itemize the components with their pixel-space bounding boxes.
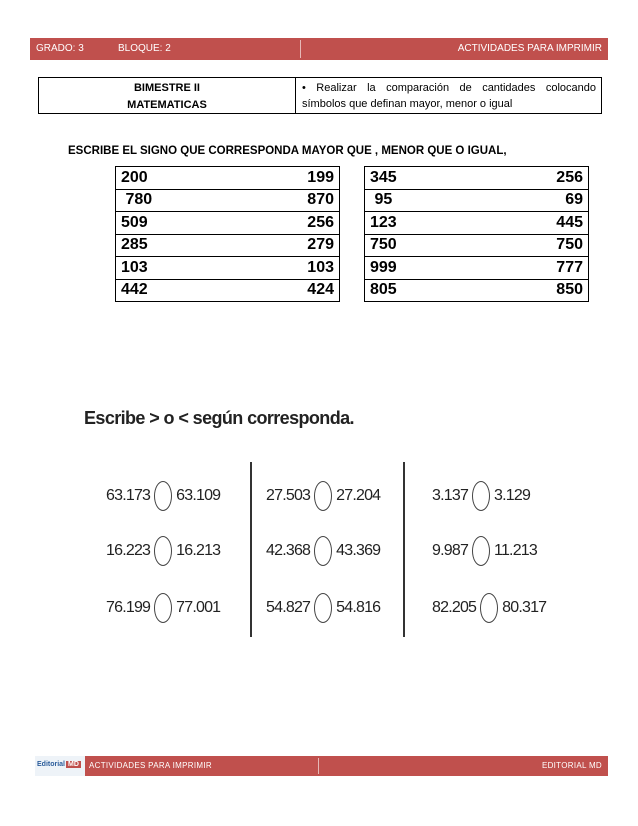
comparison-row xyxy=(365,234,589,257)
column-divider xyxy=(250,462,252,637)
number-right-cell xyxy=(228,212,340,235)
number-right: 80.317 xyxy=(502,599,547,616)
number-right: 16.213 xyxy=(176,542,221,559)
comparison-row xyxy=(116,234,340,257)
number-right: 27.204 xyxy=(336,487,381,504)
answer-circle[interactable] xyxy=(314,481,332,511)
number-right: 256 xyxy=(556,168,583,186)
header-grade: GRADO: 3 xyxy=(36,43,84,54)
footer-divider xyxy=(318,758,319,774)
footer xyxy=(35,756,608,776)
number-left: 27.503 xyxy=(266,487,311,504)
comparison-item xyxy=(266,593,380,623)
comparison-row xyxy=(116,167,340,190)
comparison-row xyxy=(365,167,589,190)
header-divider xyxy=(300,40,301,58)
logo-badge: MD xyxy=(68,761,79,768)
comparison-row xyxy=(116,212,340,235)
number-left: 509 xyxy=(116,212,228,235)
publisher-logo xyxy=(35,756,85,776)
exercise2-heading: Escribe > o < según corresponda. xyxy=(84,408,354,428)
exercise1-instruction: ESCRIBE EL SIGNO QUE CORRESPONDA MAYOR QUE , MENOR QUE O IGUAL, xyxy=(68,145,507,157)
number-left: 285 xyxy=(116,234,228,257)
number-right-cell xyxy=(477,257,589,280)
answer-circle[interactable] xyxy=(154,481,172,511)
comparison-row xyxy=(116,279,340,302)
header-title: ACTIVIDADES PARA IMPRIMIR xyxy=(457,43,602,54)
number-right: 777 xyxy=(556,258,583,276)
comparison-item xyxy=(432,481,530,511)
number-left: 82.205 xyxy=(432,599,477,616)
comparison-row xyxy=(365,279,589,302)
answer-circle[interactable] xyxy=(480,593,498,623)
number-right: 54.816 xyxy=(336,599,381,616)
number-right-cell xyxy=(228,279,340,302)
answer-circle[interactable] xyxy=(314,536,332,566)
number-left: 345 xyxy=(365,167,477,190)
comparison-row xyxy=(116,189,340,212)
number-left: 999 xyxy=(365,257,477,280)
number-right: 870 xyxy=(307,191,334,209)
number-right: 63.109 xyxy=(176,487,221,504)
comparison-item xyxy=(106,481,220,511)
comparison-item xyxy=(266,481,380,511)
header-bar xyxy=(30,38,608,60)
footer-left-text: ACTIVIDADES PARA IMPRIMIR xyxy=(89,761,212,770)
answer-circle[interactable] xyxy=(154,593,172,623)
answer-circle[interactable] xyxy=(472,536,490,566)
number-left: 3.137 xyxy=(432,487,469,504)
number-right: 3.129 xyxy=(494,487,531,504)
comparison-row xyxy=(116,257,340,280)
number-left: 442 xyxy=(116,279,228,302)
info-box xyxy=(38,77,602,114)
number-left: 123 xyxy=(365,212,477,235)
comparison-row xyxy=(365,212,589,235)
number-right: 69 xyxy=(565,191,583,209)
number-right-cell xyxy=(228,189,340,212)
comparison-row xyxy=(365,257,589,280)
comparison-row xyxy=(365,189,589,212)
subject-label: MATEMATICAS xyxy=(127,99,207,111)
number-left: 780 xyxy=(116,189,228,212)
number-right: 279 xyxy=(307,236,334,254)
header-block: BLOQUE: 2 xyxy=(118,43,171,54)
number-left: 9.987 xyxy=(432,542,469,559)
comparison-item xyxy=(266,536,380,566)
bimester-label: BIMESTRE II xyxy=(133,82,200,94)
number-right: 199 xyxy=(307,168,334,186)
number-right-cell xyxy=(477,212,589,235)
number-right: 77.001 xyxy=(176,599,221,616)
number-left: 16.223 xyxy=(106,542,151,559)
number-right: 750 xyxy=(556,236,583,254)
number-right-cell xyxy=(228,257,340,280)
footer-right-text: EDITORIAL MD xyxy=(541,761,602,770)
objective-text: • Realizar la comparación de cantidades colocando símbolos que definan mayor, menor o igual xyxy=(302,82,596,110)
number-right-cell xyxy=(228,234,340,257)
comparison-table-left xyxy=(115,166,340,302)
column-divider xyxy=(403,462,405,637)
number-right-cell xyxy=(477,189,589,212)
number-right: 445 xyxy=(556,213,583,231)
number-left: 95 xyxy=(365,189,477,212)
answer-circle[interactable] xyxy=(314,593,332,623)
number-left: 103 xyxy=(116,257,228,280)
answer-circle[interactable] xyxy=(472,481,490,511)
comparison-item xyxy=(432,593,546,623)
number-right: 11.213 xyxy=(494,542,537,559)
comparison-item xyxy=(432,536,537,566)
number-right: 850 xyxy=(556,281,583,299)
comparison-item xyxy=(106,536,220,566)
number-right-cell xyxy=(477,279,589,302)
number-left: 42.368 xyxy=(266,542,311,559)
number-left: 805 xyxy=(365,279,477,302)
number-right-cell xyxy=(228,167,340,190)
logo-text: Editorial xyxy=(37,761,66,768)
number-left: 76.199 xyxy=(106,599,151,616)
number-left: 750 xyxy=(365,234,477,257)
footer-bar xyxy=(85,756,608,776)
number-right-cell xyxy=(477,167,589,190)
number-right: 256 xyxy=(307,213,334,231)
number-right: 43.369 xyxy=(336,542,381,559)
number-left: 54.827 xyxy=(266,599,311,616)
number-left: 200 xyxy=(116,167,228,190)
number-right: 424 xyxy=(307,281,334,299)
answer-circle[interactable] xyxy=(154,536,172,566)
info-box-subject xyxy=(39,78,296,113)
number-right: 103 xyxy=(307,258,334,276)
number-left: 63.173 xyxy=(106,487,151,504)
number-right-cell xyxy=(477,234,589,257)
comparison-table-right xyxy=(364,166,589,302)
comparison-item xyxy=(106,593,220,623)
